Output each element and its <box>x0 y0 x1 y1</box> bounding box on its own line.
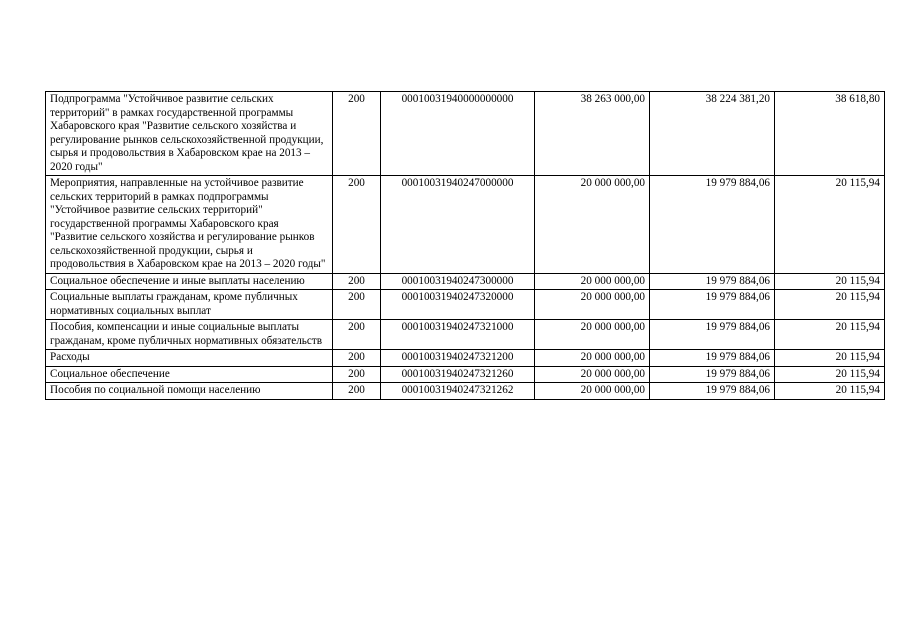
table-row <box>46 320 885 350</box>
table-row <box>46 366 885 383</box>
row-executed-cell: 38 224 381,20 <box>650 92 775 176</box>
row-approved-cell: 20 000 000,00 <box>535 320 650 350</box>
row-code-cell: 200 <box>333 366 381 383</box>
table-row <box>46 383 885 400</box>
row-approved-cell: 20 000 000,00 <box>535 383 650 400</box>
row-approved-cell: 20 000 000,00 <box>535 350 650 367</box>
row-code-cell: 200 <box>333 273 381 290</box>
row-name-cell: Пособия, компенсации и иные социальные выплаты гражданам, кроме публичных нормативных обязательств <box>46 320 333 350</box>
row-remaining-cell: 20 115,94 <box>775 320 885 350</box>
table-row <box>46 350 885 367</box>
row-kbk-cell: 00010031940247321262 <box>381 383 535 400</box>
row-name-cell: Социальные выплаты гражданам, кроме публичных нормативных социальных выплат <box>46 290 333 320</box>
row-remaining-cell: 38 618,80 <box>775 92 885 176</box>
row-name-cell: Расходы <box>46 350 333 367</box>
row-remaining-cell: 20 115,94 <box>775 383 885 400</box>
row-executed-cell: 19 979 884,06 <box>650 273 775 290</box>
row-kbk-cell: 00010031940247321000 <box>381 320 535 350</box>
row-code-cell: 200 <box>333 350 381 367</box>
row-remaining-cell: 20 115,94 <box>775 273 885 290</box>
row-remaining-cell: 20 115,94 <box>775 350 885 367</box>
row-kbk-cell: 00010031940247321260 <box>381 366 535 383</box>
row-kbk-cell: 00010031940247000000 <box>381 176 535 274</box>
row-executed-cell: 19 979 884,06 <box>650 176 775 274</box>
row-code-cell: 200 <box>333 290 381 320</box>
row-code-cell: 200 <box>333 92 381 176</box>
row-approved-cell: 20 000 000,00 <box>535 273 650 290</box>
row-kbk-cell: 00010031940247321200 <box>381 350 535 367</box>
row-name-cell: Социальное обеспечение <box>46 366 333 383</box>
row-approved-cell: 38 263 000,00 <box>535 92 650 176</box>
row-kbk-cell: 00010031940247320000 <box>381 290 535 320</box>
row-name-cell: Социальное обеспечение и иные выплаты населению <box>46 273 333 290</box>
row-code-cell: 200 <box>333 176 381 274</box>
row-executed-cell: 19 979 884,06 <box>650 350 775 367</box>
row-executed-cell: 19 979 884,06 <box>650 383 775 400</box>
row-executed-cell: 19 979 884,06 <box>650 366 775 383</box>
table-row <box>46 176 885 274</box>
row-approved-cell: 20 000 000,00 <box>535 290 650 320</box>
row-name-cell: Пособия по социальной помощи населению <box>46 383 333 400</box>
row-code-cell: 200 <box>333 383 381 400</box>
row-name-cell: Мероприятия, направленные на устойчивое развитие сельских территорий в рамках подпрограммы "Устойчивое развитие сельских территорий" государственной программы Хабаровского края "Развитие сельского хозяйства и регулирование рынков сельскохозяйственной продукции, сырья и продовольствия в Хабаровском крае на 2013 – 2020 годы" <box>46 176 333 274</box>
row-remaining-cell: 20 115,94 <box>775 290 885 320</box>
row-approved-cell: 20 000 000,00 <box>535 176 650 274</box>
row-name-cell: Подпрограмма "Устойчивое развитие сельских территорий" в рамках государственной программы Хабаровского края "Развитие сельского хозяйства и регулирование рынков сельскохозяйственной продукции, сырья и продовольствия в Хабаровском крае на 2013 – 2020 годы" <box>46 92 333 176</box>
row-remaining-cell: 20 115,94 <box>775 366 885 383</box>
row-executed-cell: 19 979 884,06 <box>650 290 775 320</box>
budget-table <box>45 91 885 400</box>
row-code-cell: 200 <box>333 320 381 350</box>
row-approved-cell: 20 000 000,00 <box>535 366 650 383</box>
row-remaining-cell: 20 115,94 <box>775 176 885 274</box>
table-row <box>46 273 885 290</box>
row-kbk-cell: 00010031940000000000 <box>381 92 535 176</box>
table-row <box>46 92 885 176</box>
row-executed-cell: 19 979 884,06 <box>650 320 775 350</box>
row-kbk-cell: 00010031940247300000 <box>381 273 535 290</box>
table-row <box>46 290 885 320</box>
